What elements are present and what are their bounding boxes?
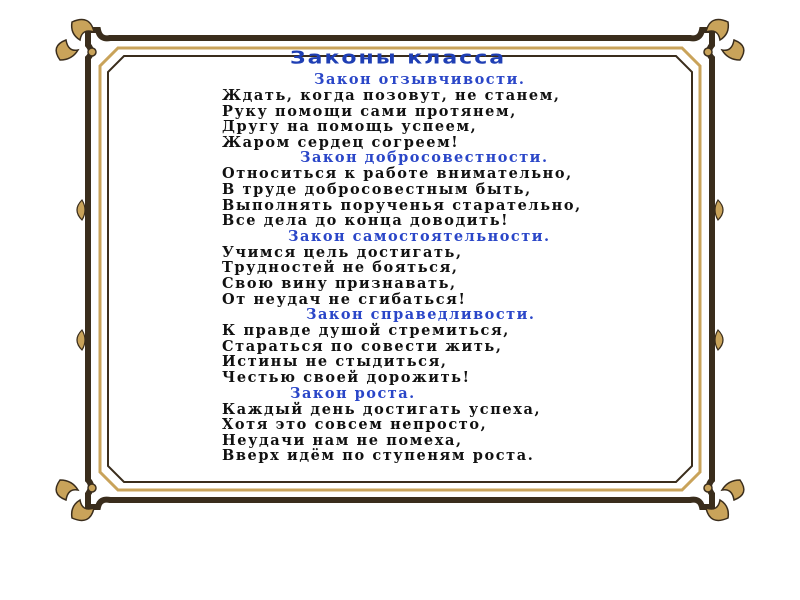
poem-block — [222, 50, 692, 464]
poem-line: Честью своей дорожить! — [222, 368, 471, 386]
poem-line: Жаром сердец согреем! — [222, 133, 460, 151]
law-heading: Закон самостоятельности. — [288, 227, 551, 245]
poem-line: В труде добросовестным быть, — [222, 180, 532, 198]
poem-line: Другу на помощь успеем, — [222, 118, 478, 136]
law-heading: Закон роста. — [290, 384, 416, 402]
poem-line: Все дела до конца доводить! — [222, 212, 510, 230]
poem-line: Вверх идём по ступеням роста. — [222, 447, 535, 465]
stanza-independence — [222, 229, 692, 307]
poem-line: Неудачи нам не помеха, — [222, 431, 463, 449]
law-heading: Закон справедливости. — [306, 306, 536, 324]
law-heading: Закон отзывчивости. — [314, 71, 526, 88]
poem-line: Руку помощи сами протянем, — [222, 102, 517, 120]
side-ornament-right — [715, 200, 723, 350]
poem-line: Истины не стыдиться, — [222, 353, 448, 371]
poem-line: Учимся цель достигать, — [222, 243, 463, 261]
page-title: Законы класса — [290, 48, 507, 69]
poem-line: К правде душой стремиться, — [222, 322, 510, 340]
poem-line: Стараться по совести жить, — [222, 337, 503, 355]
stanza-growth — [222, 386, 692, 464]
poem-line: Ждать, когда позовут, не станем, — [222, 87, 561, 104]
stanza-responsiveness — [222, 72, 692, 150]
poem-line: Хотя это совсем непросто, — [222, 416, 488, 434]
stanza-justice — [222, 307, 692, 385]
law-heading: Закон добросовестности. — [300, 149, 549, 167]
poem-line: От неудач не сгибаться! — [222, 290, 467, 308]
poem-line: Трудностей не бояться, — [222, 259, 459, 277]
poem-line: Свою вину признавать, — [222, 274, 457, 292]
poem-line: Каждый день достигать успеха, — [222, 400, 542, 418]
side-ornament-left — [77, 200, 85, 350]
poem-line: Относиться к работе внимательно, — [222, 165, 573, 183]
poem-line: Выполнять порученья старательно, — [222, 196, 582, 214]
stanza-conscientiousness — [222, 150, 692, 228]
